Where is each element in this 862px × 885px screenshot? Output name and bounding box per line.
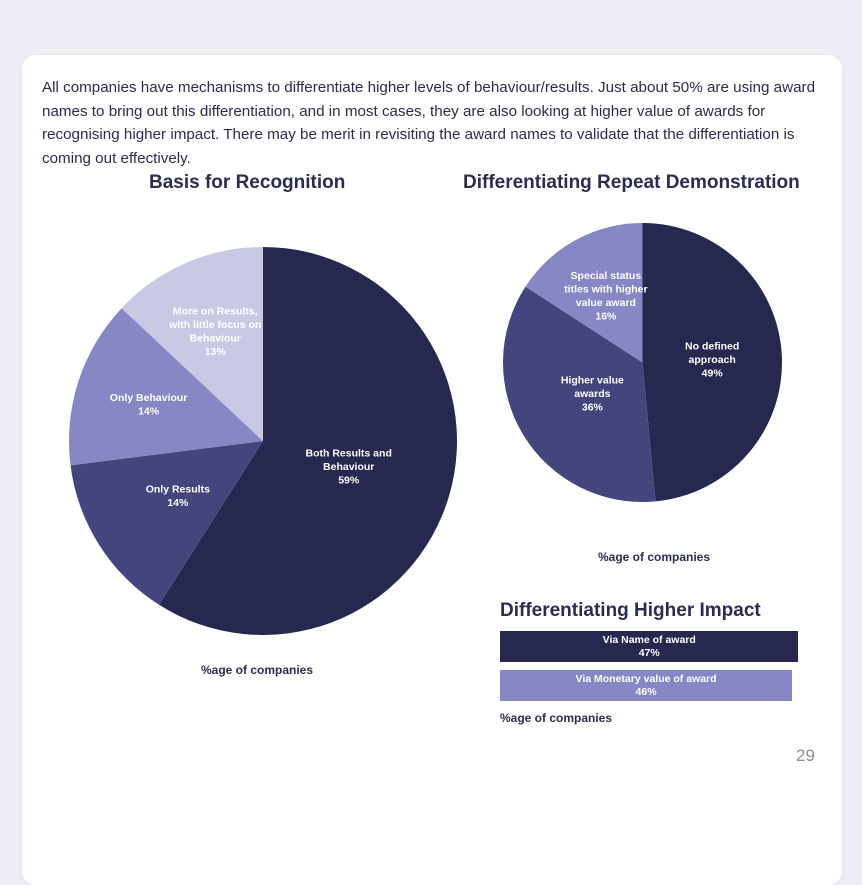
pie-slice-label: Special status titles with higher value award 16% — [564, 269, 648, 323]
pie-slice-label: Only Results 14% — [145, 483, 210, 509]
recognition-pie-chart — [69, 247, 457, 635]
recognition-axis-label: %age of companies — [201, 663, 314, 677]
impact-bar-value: 47% — [638, 647, 660, 659]
impact-chart-title: Differentiating Higher Impact — [500, 600, 761, 621]
impact-bar-category: Via Monetary value of award — [575, 673, 717, 685]
repeat-chart-title: Differentiating Repeat Demonstration — [463, 172, 800, 193]
impact-bar — [500, 631, 798, 662]
page-number: 29 — [796, 746, 815, 765]
impact-bar-label — [500, 673, 792, 699]
pie-slice-label: More on Results, with little focus on Behaviour 13% — [169, 305, 262, 358]
pie-slice-label: Only Behaviour 14% — [109, 392, 188, 418]
impact-bar-label — [500, 634, 798, 660]
impact-bar-value: 46% — [635, 686, 657, 698]
impact-axis-label: %age of companies — [500, 711, 613, 725]
intro-paragraph: All companies have mechanisms to differentiate higher levels of behaviour/results. Just about 50% are using award names to bring out this differentiation, and in most cases, they are also looking at higher value of awards for recognising higher impact. There may be merit in revisiting the award names to validate that the differentiation is coming out effectively. — [42, 79, 816, 167]
impact-bar-category: Via Name of award — [602, 634, 696, 646]
impact-bar — [500, 670, 792, 701]
pie-slice-label: Both Results and Behaviour 59% — [305, 447, 392, 487]
pie-slice-label: No defined approach 49% — [685, 340, 740, 380]
repeat-axis-label: %age of companies — [598, 550, 711, 564]
pie-slice-label: Higher value awards 36% — [560, 374, 624, 414]
repeat-pie-chart — [503, 223, 782, 502]
recognition-chart-title: Basis for Recognition — [149, 172, 346, 193]
